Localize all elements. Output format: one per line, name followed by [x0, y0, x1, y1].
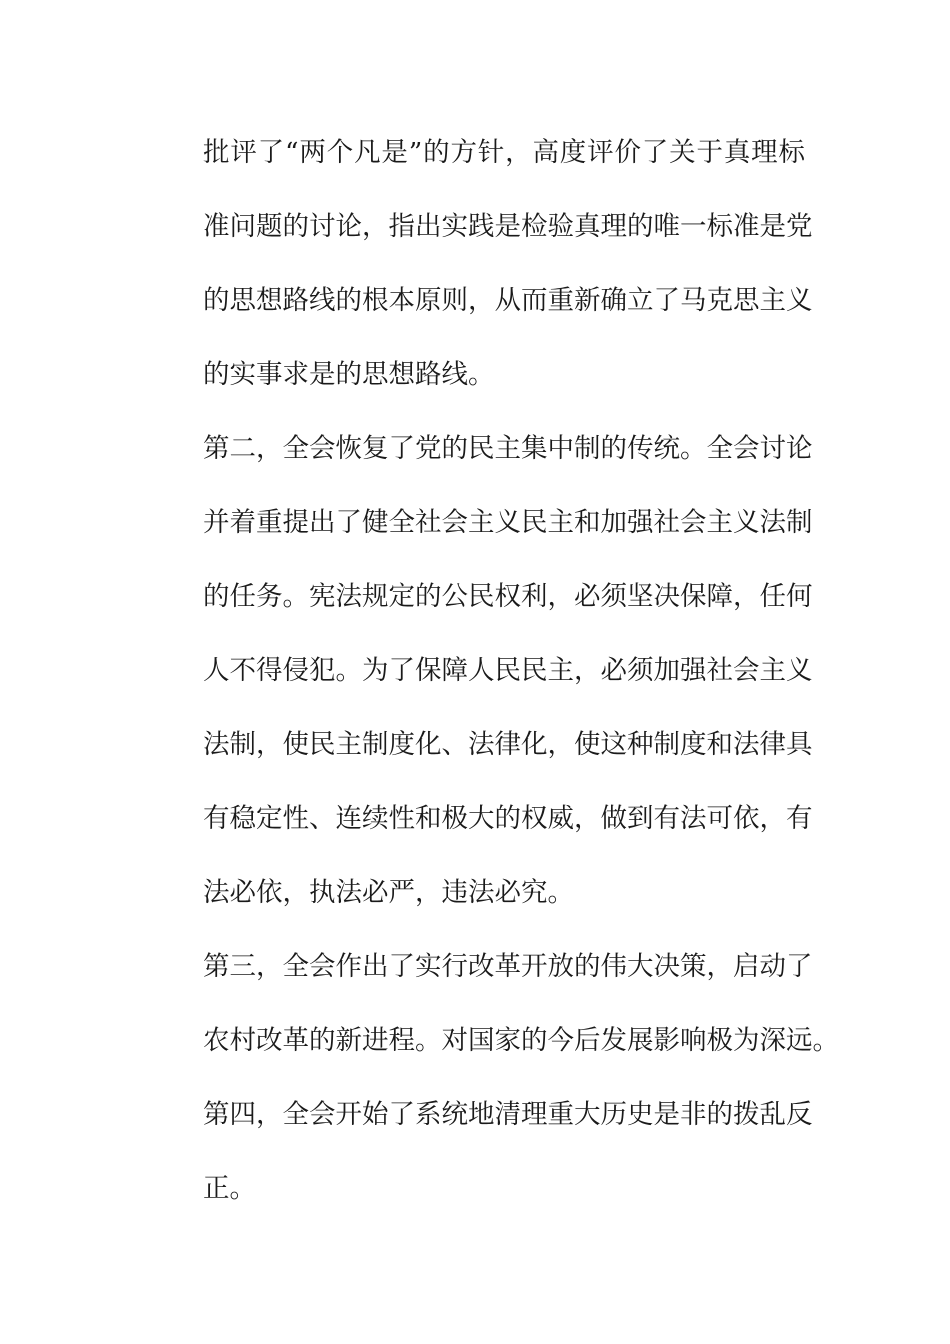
text-line: 有稳定性、连续性和极大的权威，做到有法可依，有 [203, 803, 813, 834]
text-line: 法必依，执法必严，违法必究。 [203, 877, 574, 908]
text-line: 人不得侵犯。为了保障人民民主，必须加强社会主义 [203, 655, 813, 686]
body-text [203, 130, 839, 1240]
text-line: 准问题的讨论，指出实践是检验真理的唯一标准是党 [203, 211, 813, 242]
text-line: 批评了“两个凡是”的方针，高度评价了关于真理标 [203, 137, 805, 168]
text-line: 并着重提出了健全社会主义民主和加强社会主义法制 [203, 507, 813, 538]
text-line: 的实事求是的思想路线。 [203, 359, 495, 390]
text-line: 第四，全会开始了系统地清理重大历史是非的拨乱反 [203, 1099, 813, 1130]
text-line: 的任务。宪法规定的公民权利，必须坚决保障，任何 [203, 581, 813, 612]
text-line: 的思想路线的根本原则，从而重新确立了马克思主义 [203, 285, 813, 316]
text-line: 第三，全会作出了实行改革开放的伟大决策，启动了 [203, 951, 813, 982]
text-line: 第二，全会恢复了党的民主集中制的传统。全会讨论 [203, 433, 813, 464]
text-line: 正。 [203, 1173, 256, 1204]
text-line: 农村改革的新进程。对国家的今后发展影响极为深远。 [203, 1025, 839, 1056]
text-line: 法制，使民主制度化、法律化，使这种制度和法律具 [203, 729, 813, 760]
